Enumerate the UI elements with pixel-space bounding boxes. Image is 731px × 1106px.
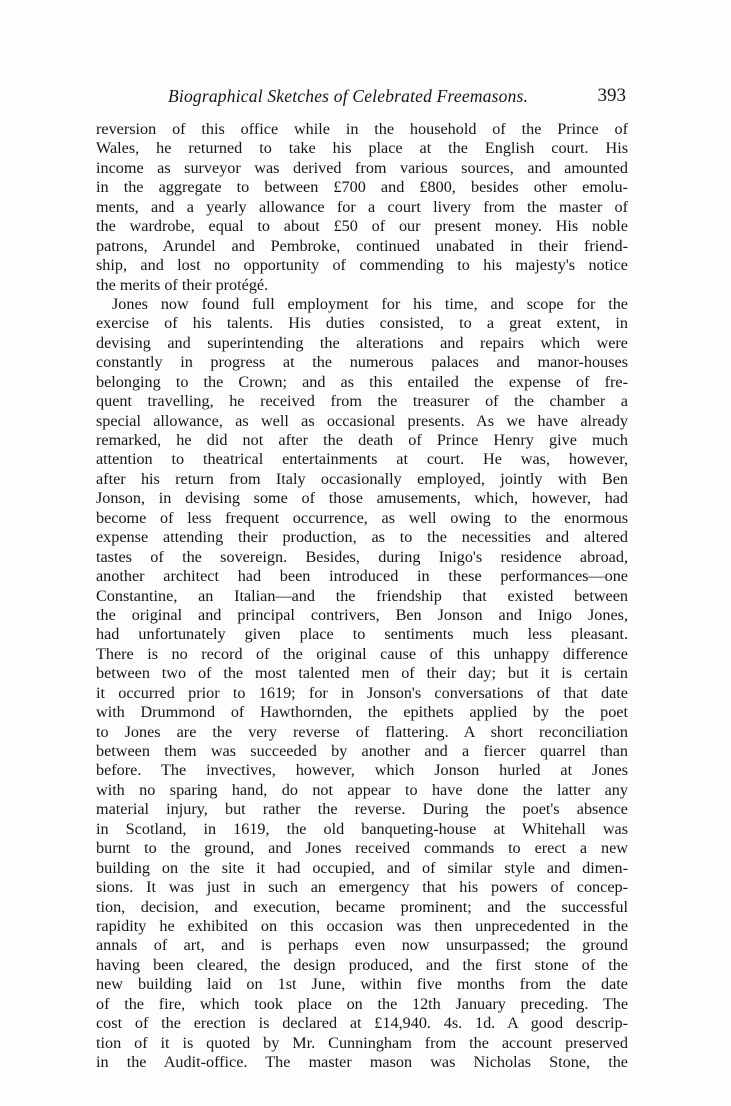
text-line: exercise of his talents. His duties consisted, to a great extent, in (96, 314, 628, 333)
text-line: Jonson, in devising some of those amusements, which, however, had (96, 489, 628, 508)
text-line: special allowance, as well as occasional presents. As we have already (96, 411, 628, 430)
page-number: 393 (597, 85, 626, 106)
text-line: Jones now found full employment for his time, and scope for the (112, 294, 628, 313)
text-line: material injury, but rather the reverse. During the poet's absence (96, 800, 628, 819)
text-line: in the aggregate to between £700 and £800, besides other emolu- (96, 178, 628, 197)
text-line: belonging to the Crown; and as this entailed the expense of fre- (96, 372, 628, 391)
text-line: the original and principal contrivers, Ben Jonson and Inigo Jones, (96, 605, 628, 624)
text-line: Wales, he returned to take his place at the English court. His (96, 139, 628, 158)
text-line: new building laid on 1st June, within five months from the date (96, 975, 628, 994)
text-line: having been cleared, the design produced, and the first stone of the (96, 955, 628, 974)
text-line: in Scotland, in 1619, the old banqueting-house at Whitehall was (96, 819, 628, 838)
text-line: had unfortunately given place to sentiments much less pleasant. (96, 625, 628, 644)
text-line: ments, and a yearly allowance for a court livery from the master of (96, 197, 628, 216)
paragraph-2 (96, 295, 628, 1073)
text-line: to Jones are the very reverse of flattering. A short reconciliation (96, 722, 628, 741)
text-line: ship, and lost no opportunity of commending to his majesty's notice (96, 256, 628, 275)
text-line: the merits of their protégé. (96, 275, 269, 294)
text-line: cost of the erection is declared at £14,940. 4s. 1d. A good descrip- (96, 1014, 628, 1033)
text-line: between two of the most talented men of their day; but it is certain (96, 664, 628, 683)
text-line: sions. It was just in such an emergency that his powers of concep- (96, 878, 628, 897)
text-line: building on the site it had occupied, and of similar style and dimen- (96, 858, 628, 877)
text-line: There is no record of the original cause of this unhappy difference (96, 644, 628, 663)
text-line: tion, decision, and execution, became prominent; and the successful (96, 897, 628, 916)
text-line: tion of it is quoted by Mr. Cunningham from the account preserved (96, 1033, 628, 1052)
text-line: reversion of this office while in the household of the Prince of (96, 120, 628, 138)
text-line: between them was succeeded by another and a fiercer quarrel than (96, 742, 628, 760)
text-line: become of less frequent occurrence, as well owing to the enormous (96, 508, 628, 527)
text-line: tastes of the sovereign. Besides, during Inigo's residence abroad, (96, 547, 628, 566)
body-text (96, 120, 628, 1072)
text-line: in the Audit-office. The master mason was Nicholas Stone, the (96, 1053, 628, 1071)
text-line: expense attending their production, as to the necessities and altered (96, 528, 628, 547)
text-line: remarked, he did not after the death of Prince Henry give much (96, 431, 628, 449)
text-line: with no sparing hand, do not appear to have done the latter any (96, 780, 628, 799)
text-line: patrons, Arundel and Pembroke, continued unabated in their friend- (96, 236, 628, 255)
text-line: devising and superintending the alterations and repairs which were (96, 333, 628, 352)
text-line: another architect had been introduced in these performances—one (96, 567, 628, 586)
text-line: quent travelling, he received from the treasurer of the chamber a (96, 392, 628, 411)
text-line: attention to theatrical entertainments at court. He was, however, (96, 450, 628, 469)
text-line: constantly in progress at the numerous palaces and manor-houses (96, 353, 628, 372)
text-line: the wardrobe, equal to about £50 of our present money. His noble (96, 217, 628, 236)
text-line: burnt to the ground, and Jones received commands to erect a new (96, 839, 628, 858)
running-title: Biographical Sketches of Celebrated Freemasons. (168, 86, 529, 106)
text-line: with Drummond of Hawthornden, the epithets applied by the poet (96, 703, 628, 722)
text-line: Constantine, an Italian—and the friendship that existed between (96, 586, 628, 605)
text-line: of the fire, which took place on the 12th January preceding. The (96, 994, 628, 1013)
text-line: rapidity he exhibited on this occasion was then unprecedented in the (96, 916, 628, 935)
text-line: before. The invectives, however, which Jonson hurled at Jones (96, 761, 628, 780)
text-line: annals of art, and is perhaps even now unsurpassed; the ground (96, 936, 628, 955)
running-head (96, 86, 626, 112)
paragraph-1 (96, 120, 628, 295)
text-line: after his return from Italy occasionally employed, jointly with Ben (96, 469, 628, 488)
text-line: it occurred prior to 1619; for in Jonson's conversations of that date (96, 683, 628, 702)
text-line: income as surveyor was derived from various sources, and amounted (96, 158, 628, 177)
